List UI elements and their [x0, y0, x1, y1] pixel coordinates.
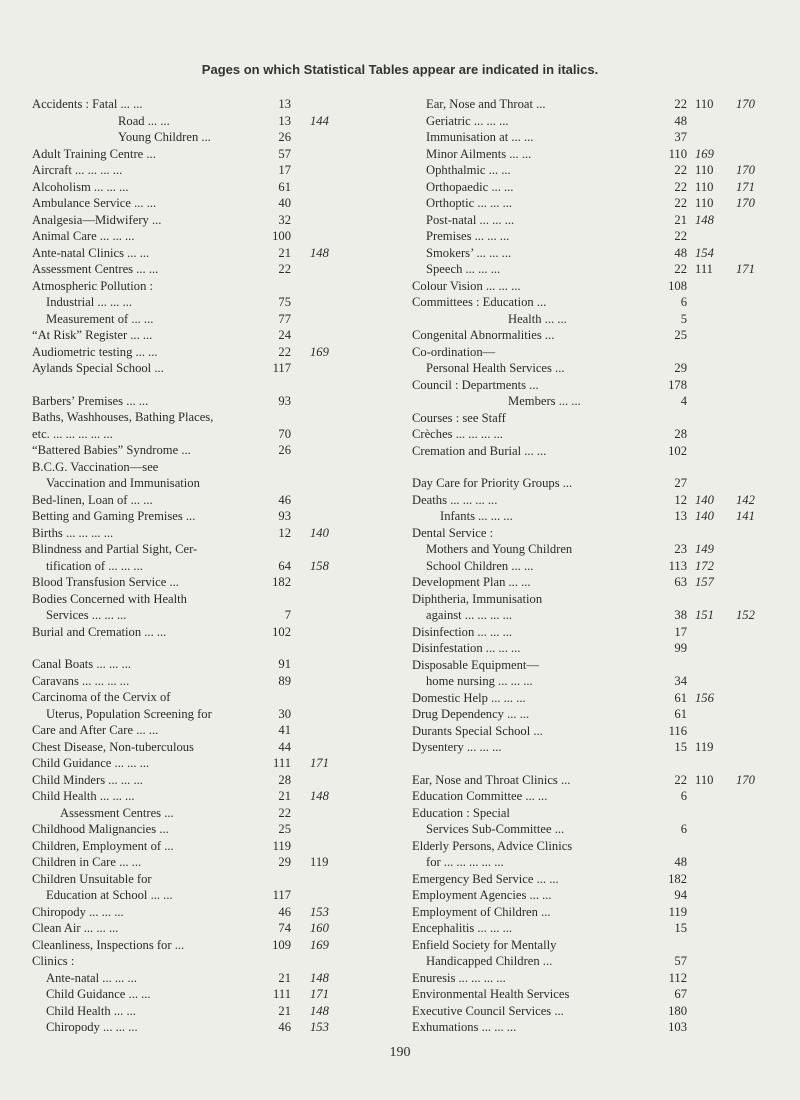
index-term: Aylands Special School ... [32, 361, 164, 375]
page-ref: 22 [278, 344, 291, 359]
index-term: Betting and Gaming Premises ... [32, 509, 196, 523]
index-term: Aircraft ... ... ... ... [32, 163, 123, 177]
page-ref: 22 [674, 196, 687, 210]
page-ref: 89 [278, 673, 291, 688]
table-page-ref: 169 [310, 344, 329, 359]
index-term: Services ... ... ... [46, 608, 127, 622]
page-ref: 112 [668, 970, 687, 985]
index-term: Vaccination and Immunisation [46, 476, 200, 490]
index-term: School Children ... ... [426, 558, 534, 573]
index-term: Emergency Bed Service ... ... [412, 871, 559, 886]
table-page-ref: 142 [736, 492, 755, 507]
index-term: Courses : see Staff [412, 410, 506, 425]
index-term: “Battered Babies” Syndrome ... [32, 443, 191, 457]
page-ref: 64 [278, 558, 291, 573]
page-ref: 110 [695, 97, 714, 111]
table-page-ref: 171 [736, 179, 755, 194]
index-term: Dysentery ... ... ... [412, 740, 502, 754]
page-ref: 22 [674, 179, 687, 194]
index-term: Education Committee ... ... [412, 789, 548, 803]
page-ref: 182 [272, 575, 291, 589]
table-page-ref: 140 [695, 492, 714, 507]
index-term: Atmospheric Pollution : [32, 278, 154, 293]
index-term: Council : Departments ... [412, 377, 539, 392]
page-ref: 22 [674, 97, 687, 111]
page-ref: 102 [272, 624, 291, 639]
page-ref: 110 [668, 146, 687, 161]
table-page-ref: 144 [310, 113, 329, 128]
page-ref: 22 [674, 163, 687, 177]
page-ref: 21 [278, 1003, 291, 1018]
page-ref: 61 [674, 690, 687, 705]
index-term: Dental Service : [412, 525, 494, 540]
table-page-ref: 148 [310, 789, 329, 803]
page-ref: 99 [674, 641, 687, 655]
page-ref: 119 [668, 904, 687, 919]
page-ref: 6 [680, 822, 687, 836]
page-ref: 116 [668, 723, 687, 738]
page-ref: 109 [272, 937, 291, 952]
page-ref: 22 [674, 229, 687, 243]
page-ref: 77 [278, 311, 291, 326]
page-ref: 75 [278, 295, 291, 309]
page-ref: 108 [668, 278, 687, 293]
index-term: Domestic Help ... ... ... [412, 690, 526, 705]
index-term: Animal Care ... ... ... [32, 229, 135, 243]
index-term: Caravans ... ... ... ... [32, 673, 130, 688]
index-term: Bed-linen, Loan of ... ... [32, 492, 153, 507]
index-term: Deaths ... ... ... ... [412, 492, 498, 507]
page-ref: 110 [695, 772, 714, 787]
index-term: Day Care for Priority Groups ... [412, 476, 573, 490]
page-ref: 119 [310, 855, 329, 869]
page-ref: 37 [674, 130, 687, 144]
index-term: Chiropody ... ... ... [46, 1020, 138, 1034]
index-term: Drug Dependency ... ... [412, 707, 530, 721]
page-ref: 180 [668, 1003, 687, 1018]
index-term: Minor Ailments ... ... [426, 146, 532, 161]
index-term: Bodies Concerned with Health [32, 591, 187, 606]
page-ref: 93 [278, 393, 291, 408]
table-page-ref: 171 [310, 987, 329, 1001]
page-ref: 24 [278, 328, 291, 342]
index-term: Blood Transfusion Service ... [32, 575, 179, 589]
index-term: Ante-natal Clinics ... ... [32, 245, 150, 260]
table-page-ref: 170 [736, 196, 755, 210]
index-term: Children in Care ... ... [32, 855, 142, 869]
page-ref: 26 [278, 443, 291, 457]
index-term: Ear, Nose and Throat Clinics ... [412, 772, 571, 787]
index-term: Services Sub-Committee ... [426, 822, 565, 836]
page-ref: 93 [278, 509, 291, 523]
index-term: Cremation and Burial ... ... [412, 443, 547, 458]
page-ref: 32 [278, 212, 291, 227]
page-ref: 46 [278, 904, 291, 919]
index-term: Uterus, Population Screening for [46, 706, 212, 721]
index-term: Disinfection ... ... ... [412, 624, 513, 639]
index-term: Education : Special [412, 805, 510, 820]
page-ref: 48 [674, 113, 687, 128]
table-page-ref: 170 [736, 772, 755, 787]
index-term: Crèches ... ... ... ... [412, 427, 503, 441]
index-term: Children, Employment of ... [32, 838, 174, 853]
page-ref: 111 [273, 756, 291, 770]
page-ref: 70 [278, 426, 291, 441]
table-page-ref: 148 [310, 1003, 329, 1018]
index-term: Smokers’ ... ... ... [426, 245, 512, 260]
table-page-ref: 153 [310, 904, 329, 919]
index-term: Child Health ... ... [46, 1003, 136, 1018]
index-term: Child Guidance ... ... ... [32, 756, 150, 770]
index-term: Barbers’ Premises ... ... [32, 393, 149, 408]
index-term: Baths, Washhouses, Bathing Places, [32, 410, 214, 424]
index-term: Environmental Health Services [412, 987, 570, 1001]
page-ref: 23 [674, 542, 687, 556]
index-term: Carcinoma of the Cervix of [32, 690, 171, 704]
page-ref: 117 [272, 888, 291, 902]
index-term: Assessment Centres ... [60, 805, 174, 820]
index-term: Canal Boats ... ... ... [32, 657, 131, 671]
table-page-ref: 160 [310, 921, 329, 935]
table-page-ref: 153 [310, 1020, 329, 1034]
page-ref: 178 [668, 377, 687, 392]
page-ref: 102 [668, 443, 687, 458]
index-term: Colour Vision ... ... ... [412, 278, 521, 293]
index-term: Members ... ... [508, 394, 581, 408]
page-ref: 28 [278, 772, 291, 787]
index-term: Employment Agencies ... ... [412, 888, 552, 902]
index-term: Clean Air ... ... ... [32, 921, 119, 935]
page-ref: 111 [695, 262, 713, 276]
page-ref: 46 [278, 492, 291, 507]
page-ref: 117 [272, 361, 291, 375]
index-term: Co-ordination— [412, 344, 496, 359]
page-ref: 21 [278, 970, 291, 985]
page-ref: 61 [278, 179, 291, 194]
page-ref: 22 [674, 262, 687, 276]
table-page-ref: 148 [310, 970, 329, 985]
page-ref: 182 [668, 871, 687, 886]
index-term: Disposable Equipment— [412, 657, 539, 672]
index-term: Audiometric testing ... ... [32, 344, 158, 359]
table-page-ref: 148 [695, 212, 714, 227]
page-ref: 5 [680, 311, 687, 326]
index-term: Employment of Children ... [412, 904, 551, 919]
page-ref: 21 [674, 212, 687, 227]
table-page-ref: 157 [695, 575, 714, 589]
page-ref: 22 [278, 262, 291, 276]
page-ref: 38 [674, 608, 687, 622]
index-term: Road ... ... [118, 113, 170, 128]
table-page-ref: 141 [736, 509, 755, 523]
index-term: Young Children ... [118, 130, 211, 144]
index-term: Handicapped Children ... [426, 954, 553, 968]
page-ref: 17 [278, 163, 291, 177]
index-term: B.C.G. Vaccination—see [32, 459, 159, 474]
page-ref: 21 [278, 245, 291, 260]
table-page-ref: 151 [695, 608, 714, 622]
page-ref: 21 [278, 789, 291, 803]
index-term: Child Minders ... ... ... [32, 772, 143, 787]
index-term: Care and After Care ... ... [32, 723, 159, 737]
index-term: Alcoholism ... ... ... [32, 179, 129, 194]
table-page-ref: 171 [736, 262, 755, 276]
index-term: Personal Health Services ... [426, 361, 565, 375]
table-page-ref: 169 [310, 937, 329, 952]
page-ref: 15 [674, 740, 687, 754]
index-term: Burial and Cremation ... ... [32, 624, 167, 639]
table-page-ref: 152 [736, 608, 755, 622]
index-term: Exhumations ... ... ... [412, 1020, 517, 1034]
page-ref: 57 [278, 146, 291, 161]
page-ref: 110 [695, 163, 714, 177]
page-ref: 48 [674, 245, 687, 260]
index-term: Infants ... ... ... [440, 509, 513, 523]
page-ref: 40 [278, 196, 291, 210]
index-term: Ear, Nose and Throat ... [426, 97, 546, 111]
page-ref: 63 [674, 575, 687, 589]
index-term: tification of ... ... ... [46, 558, 143, 573]
page-header: Pages on which Statistical Tables appear are indicated in italics. [201, 62, 599, 77]
page-ref: 12 [278, 525, 291, 540]
page-ref: 6 [680, 295, 687, 309]
page-ref: 74 [278, 921, 291, 935]
table-page-ref: 171 [310, 756, 329, 770]
index-term: Child Guidance ... ... [46, 987, 151, 1001]
index-term: Disinfestation ... ... ... [412, 641, 521, 655]
page-ref: 113 [668, 558, 687, 573]
index-term: Cleanliness, Inspections for ... [32, 937, 185, 952]
index-term: Chest Disease, Non-tuberculous [32, 739, 194, 754]
table-page-ref: 158 [310, 558, 329, 573]
page-ref: 41 [278, 723, 291, 737]
index-term: Ambulance Service ... ... [32, 196, 157, 210]
page-ref: 46 [278, 1020, 291, 1034]
index-term: against ... ... ... ... [426, 608, 513, 622]
page-ref: 119 [695, 740, 714, 754]
index-term: Childhood Malignancies ... [32, 822, 169, 836]
page-ref: 110 [695, 179, 714, 194]
page-ref: 22 [674, 772, 687, 787]
index-term: Ophthalmic ... ... [426, 163, 511, 177]
index-term: Immunisation at ... ... [426, 130, 534, 144]
page-number: 190 [389, 1045, 411, 1060]
index-term: Education at School ... ... [46, 888, 173, 902]
table-page-ref: 169 [695, 146, 714, 161]
table-page-ref: 149 [695, 542, 714, 556]
page-ref: 13 [278, 97, 291, 111]
page-ref: 30 [278, 706, 291, 721]
page-ref: 100 [272, 229, 291, 243]
table-page-ref: 140 [310, 525, 329, 540]
index-term: Committees : Education ... [412, 295, 547, 309]
page-ref: 28 [674, 427, 687, 441]
page-ref: 29 [674, 361, 687, 375]
index-term: Analgesia—Midwifery ... [32, 212, 162, 227]
index-term: Speech ... ... ... [426, 262, 501, 276]
index-term: Measurement of ... ... [46, 311, 154, 326]
table-page-ref: 172 [695, 558, 714, 573]
index-term: Industrial ... ... ... [46, 295, 133, 309]
index-term: Orthoptic ... ... ... [426, 196, 513, 210]
index-term: etc. ... ... ... ... ... [32, 426, 113, 441]
index-term: Geriatric ... ... ... [426, 113, 509, 128]
page-ref: 44 [278, 739, 291, 754]
page-ref: 61 [674, 707, 687, 721]
index-term: “At Risk” Register ... ... [32, 328, 153, 342]
index-term: Enfield Society for Mentally [412, 937, 557, 952]
index-term: Congenital Abnormalities ... [412, 328, 555, 342]
page-ref: 7 [284, 608, 291, 622]
index-term: Durants Special School ... [412, 723, 543, 738]
index-term: home nursing ... ... ... [426, 674, 533, 688]
index-term: Child Health ... ... ... [32, 789, 135, 803]
page-ref: 22 [278, 805, 291, 820]
index-term: Executive Council Services ... [412, 1003, 564, 1018]
index-term: for ... ... ... ... ... [426, 855, 504, 869]
index-term: Health ... ... [508, 311, 567, 326]
index-term: Enuresis ... ... ... ... [412, 970, 506, 985]
index-term: Development Plan ... ... [412, 575, 531, 589]
page-ref: 119 [272, 838, 291, 853]
page-ref: 26 [278, 130, 291, 144]
index-term: Diphtheria, Immunisation [412, 591, 543, 606]
page-ref: 103 [668, 1020, 687, 1034]
page-ref: 25 [278, 822, 291, 836]
index-term: Encephalitis ... ... ... [412, 921, 513, 935]
index-term: Births ... ... ... ... [32, 525, 114, 540]
index-term: Post-natal ... ... ... [426, 212, 515, 227]
page-ref: 29 [278, 855, 291, 869]
index-term: Adult Training Centre ... [32, 146, 156, 161]
page-ref: 57 [674, 954, 687, 968]
index-term: Ante-natal ... ... ... [46, 970, 137, 985]
index-term: Chiropody ... ... ... [32, 904, 124, 919]
table-page-ref: 170 [736, 97, 755, 111]
index-term: Orthopaedic ... ... [426, 179, 514, 194]
page-ref: 6 [680, 789, 687, 803]
index-term: Elderly Persons, Advice Clinics [412, 838, 573, 853]
page-ref: 110 [695, 196, 714, 210]
page-ref: 13 [674, 509, 687, 523]
table-page-ref: 148 [310, 245, 329, 260]
index-term: Accidents : Fatal ... ... [32, 97, 143, 111]
page-ref: 91 [278, 657, 291, 671]
table-page-ref: 170 [736, 163, 755, 177]
index-term: Assessment Centres ... ... [32, 262, 159, 276]
page-ref: 25 [674, 328, 687, 342]
index-term: Mothers and Young Children [426, 542, 573, 556]
table-page-ref: 140 [695, 509, 714, 523]
page-ref: 13 [278, 113, 291, 128]
page-ref: 34 [674, 674, 687, 688]
page-ref: 27 [674, 476, 687, 490]
page-ref: 15 [674, 921, 687, 935]
page-ref: 111 [273, 987, 291, 1001]
page-ref: 12 [674, 492, 687, 507]
index-term: Premises ... ... ... [426, 229, 510, 243]
table-page-ref: 154 [695, 245, 714, 260]
page-ref: 67 [674, 987, 687, 1001]
page-ref: 4 [680, 394, 687, 408]
table-page-ref: 156 [695, 690, 714, 705]
index-term: Blindness and Partial Sight, Cer- [32, 542, 198, 556]
page-ref: 17 [674, 624, 687, 639]
index-term: Children Unsuitable for [32, 871, 152, 886]
index-term: Clinics : [32, 954, 75, 968]
page-ref: 94 [674, 888, 687, 902]
page-ref: 48 [674, 855, 687, 869]
